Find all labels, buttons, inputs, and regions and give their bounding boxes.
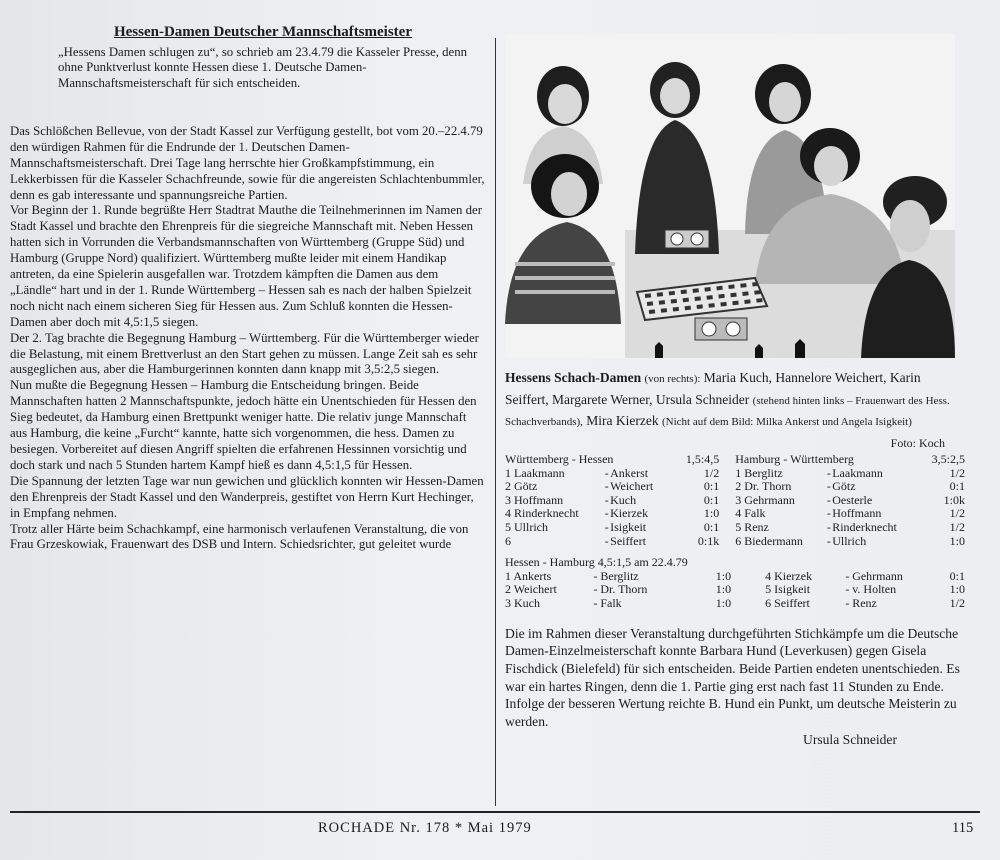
result: 1:0 [715,568,732,583]
result: 1:0 [949,533,965,548]
magazine-footer: ROCHADE Nr. 178 * Mai 1979 [318,820,532,836]
player: 1 Berglitz [735,465,783,480]
player: 5 Renz [735,519,769,534]
result: 0:1 [703,479,720,494]
player: 6 Seiffert [765,595,810,610]
result: 1/2 [949,465,965,480]
table-row [505,507,965,521]
opponent: Isigkeit [610,519,647,534]
opponent: Ullrich [832,533,867,548]
opponent: Götz [832,479,856,494]
caption-note: (Nicht auf dem Bild: Milka Ankerst und Angela Isigkeit) [661,416,912,428]
player: 3 Hoffmann [505,492,564,507]
match-title: Hessen - Hamburg 4,5:1,5 am 22.4.79 [505,555,688,570]
separator: - [604,492,609,507]
caption-note: (stehend hinten links – Frauenwart des Hess. Schachverbands), [505,394,950,428]
player: 3 Kuch [505,595,540,610]
player: 6 [505,533,511,548]
opponent: Rinderknecht [832,519,897,534]
match-title: Hamburg - Württemberg [735,452,854,466]
player: 4 Kierzek [765,568,813,583]
photo-caption [505,368,965,450]
article-body [10,124,486,553]
table-row [505,583,965,597]
opponent: Weichert [610,479,654,494]
results-table-rounds-1-2 [505,453,965,556]
separator: - [604,519,609,534]
article-right-column [505,34,965,748]
separator: - [845,582,850,597]
article-title: Hessen-Damen Deutscher Mannschaftsmeister [113,24,412,40]
table-row [505,597,965,611]
separator: - [604,506,609,521]
article-left-column [10,24,486,553]
match-score: 1,5:4,5 [685,452,720,466]
opponent: Renz [852,595,877,610]
table-row [505,480,965,494]
player: 5 Isigkeit [765,582,811,597]
table-row [505,570,965,584]
result: 1/2 [949,595,965,610]
result: 0:1 [949,479,965,494]
separator: - [593,582,598,597]
match-score: 3,5:2,5 [931,452,965,466]
results-table-round-3 [505,556,965,610]
caption-title: Hessens Schach-Damen [505,370,642,385]
separator: - [826,519,831,534]
separator: - [593,595,598,610]
separator: - [826,506,831,521]
opponent: Laakmann [832,465,883,480]
footer-rule [10,811,980,813]
table-row [505,535,965,549]
separator: - [826,492,831,507]
table-row [505,521,965,535]
result: 0:1 [703,519,720,534]
table-row [505,494,965,508]
opponent: Gehrmann [852,568,903,583]
opponent: Kierzek [610,506,649,521]
player: 1 Laakmann [505,465,565,480]
opponent: Berglitz [600,568,639,583]
opponent: Dr. Thorn [600,582,648,597]
article-paragraph: Das Schlößchen Bellevue, von der Stadt Kassel zur Verfügung gestellt, bot vom 20.–22.4.79 den würdigen Rahmen für die Endrunde der 1. Deutschen Damen-Mannschaftsmeisterschaft. Drei Tage lang herrschte hier Großkampfstimmung, ein Lekkerbissen für die Kasseler Schachfreunde, sowie für die angereisten Schlachtenbummler, denn es gab interessante und spannungsreiche Partien. [10,123,485,202]
result: 0:1 [949,568,965,583]
result: 1:0 [715,595,732,610]
player: 1 Ankerts [505,568,552,583]
photo-credit: Foto: Koch [890,435,945,450]
result: 1:0 [703,506,720,521]
result: 1:0 [715,582,732,597]
separator: - [826,533,831,548]
player: 2 Weichert [505,582,557,597]
separator: - [826,479,831,494]
separator: - [845,595,850,610]
page-number: 115 [952,820,974,836]
player: 6 Biedermann [735,533,803,548]
opponent: v. Holten [852,582,897,597]
opponent: Kuch [610,492,637,507]
player: 4 Rinderknecht [505,506,579,521]
article-paragraph: Vor Beginn der 1. Runde begrüßte Herr Stadtrat Mauthe die Teilnehmerinnen im Namen der Stadt Kassel und brachte den Ehrenpreis für die siegreiche Mannschaft mit. Neben Hessen hatten sich in Vorrunden die Verbandsmannschaften von Württemberg (Gruppe Süd) und Hamburg (Gruppe Nord) qualifiziert. Württemberg mußte leider mit einem Handikap antreten, da eine Spielerin ausgefallen war. Trotzdem kämpften die Damen aus dem „Ländle“ hart und in der 1. Runde Württemberg – Hessen sah es nach der halben Spielzeit noch nicht nach einem sicheren Sieg für Hessen aus. Zum Schluß konnten die Hessen-Damen aber doch mit 4,5:1,5 siegen. [10,203,482,329]
closing-section [505,625,965,749]
match-title: Württemberg - Hessen [505,452,614,466]
article-paragraph: Die Spannung der letzten Tage war nun gewichen und glücklich konnten wir Hessen-Damen den Ehrenpreis der Stadt Kassel und den Wanderpreis, gestiftet von Herrn Kurt Hechinger, in Empfang nehmen. [10,473,484,520]
table-row [505,467,965,481]
separator: - [845,568,850,583]
player: 3 Gehrmann [735,492,795,507]
opponent: Hoffmann [832,506,882,521]
opponent: Ankerst [610,465,649,480]
player: 2 Götz [505,479,538,494]
result: 0:1 [703,492,720,507]
article-paragraph: Nun mußte die Begegnung Hessen – Hamburg die Entscheidung bringen. Beide Mannschaften hatten 2 Mannschaftspunkte, jedoch hätte ein Unentschieden für Hessen den Sieg bedeutet, da Hamburg einen Brettpunkt weniger hatte. Die relativ junge Mannschaft aus Hamburg, die keine „Furcht“ kannte, hatte sich vorgenommen, die hess. Damen zu besiegen. Vorbereitet auf diesen Angriff spielten die erfahrenen Hessinnen vorsichtig und doch stark und nach 5 Stunden hartem Kampf hieß es dann 4,5:1,5 für Hessen. [10,378,477,472]
separator: - [604,479,609,494]
author-signature: Ursula Schneider [803,731,897,747]
result: 1:0 [949,582,965,597]
player: 5 Ullrich [505,519,548,534]
article-paragraph: Der 2. Tag brachte die Begegnung Hamburg – Württemberg. Für die Württemberger wieder die Belastung, mit einem Brettverlust an den Start gehen zu müssen. Lange Zeit sah es sehr ausgeglichen aus, aber die Hamburgerinnen konnten dann knapp mit 3,5:2,5 siegen. [10,330,479,377]
separator: - [593,568,598,583]
closing-paragraph: Die im Rahmen dieser Veranstaltung durchgeführten Stichkämpfe um die Deutsche Damen-Einzelmeisterschaft konnte Barbara Hund (Leverkusen) gegen Gisela Fischdick (Bielefeld) für sich entscheiden. Beide Partien endeten unentschieden. Es war ein hartes Ringen, denn die 1. Partie ging erst nach fast 11 Stunden zu Ende. Infolge der besseren Wertung reichte B. Hund ein Punkt, um deutsche Meisterin zu werden. [505,625,960,730]
separator: - [604,533,609,548]
result: 1/2 [703,465,720,480]
article-intro: „Hessens Damen schlugen zu“, so schrieb am 23.4.79 die Kasseler Presse, denn ohne Punktverlust konnte Hessen diese 1. Deutsche Damen-Mannschaftsmeisterschaft für sich entscheiden. [58,45,468,90]
separator: - [826,465,831,480]
team-photo-image [505,34,955,358]
result: 1/2 [949,519,965,534]
results-block [505,439,965,611]
player: 4 Falk [735,506,766,521]
caption-note: (von rechts): [644,373,701,385]
article-paragraph: Trotz aller Härte beim Schachkampf, eine harmonisch verlaufenen Veranstaltung, die von Frau Grzeskowiak, Frauenwart des DSB und Intern. Schiedsrichter, gut geleitet wurde [10,521,469,552]
result: 1:0k [943,492,965,507]
column-divider [495,38,496,806]
caption-names: Mira Kierzek [586,413,659,428]
result: 0:1k [697,533,720,548]
player: 2 Dr. Thorn [735,479,792,494]
team-photo [505,34,955,358]
caption-names: Maria Kuch, Hannelore Weichert, Karin Seiffert, Margarete Werner, Ursula Schneider [505,370,921,407]
opponent: Falk [600,595,622,610]
separator: - [604,465,609,480]
result: 1/2 [949,506,965,521]
opponent: Seiffert [610,533,646,548]
opponent: Oesterle [832,492,873,507]
